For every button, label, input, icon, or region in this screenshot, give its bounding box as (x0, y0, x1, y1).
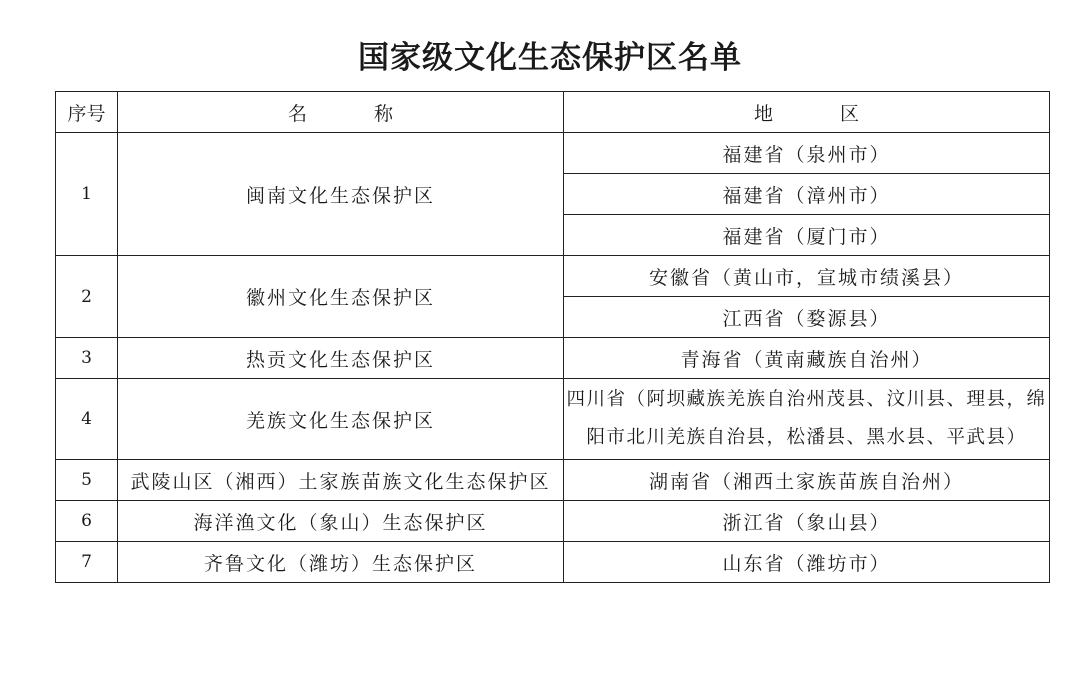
region-cell: 福建省（泉州市） (564, 133, 1050, 174)
region-cell: 福建省（厦门市） (564, 215, 1050, 256)
region-cell: 安徽省（黄山市，宣城市绩溪县） (564, 256, 1050, 297)
table-row (56, 501, 1050, 542)
zone-name: 闽南文化生态保护区 (118, 133, 564, 256)
table-row (56, 338, 1050, 379)
row-number: 1 (56, 133, 118, 256)
column-header-number: 序号 (56, 92, 118, 133)
column-header-name: 名 称 (118, 92, 564, 133)
zone-name: 羌族文化生态保护区 (118, 379, 564, 460)
region-cell: 青海省（黄南藏族自治州） (564, 338, 1050, 379)
row-number: 5 (56, 460, 118, 501)
protection-zone-table (55, 91, 1050, 583)
table-row (56, 133, 1050, 174)
table-header-row (56, 92, 1050, 133)
column-header-region: 地 区 (564, 92, 1050, 133)
region-cell: 江西省（婺源县） (564, 297, 1050, 338)
row-number: 2 (56, 256, 118, 338)
row-number: 4 (56, 379, 118, 460)
table-row (56, 379, 1050, 460)
region-cell: 浙江省（象山县） (564, 501, 1050, 542)
region-cell: 福建省（漳州市） (564, 174, 1050, 215)
table-row (56, 256, 1050, 297)
zone-name: 海洋渔文化（象山）生态保护区 (118, 501, 564, 542)
row-number: 3 (56, 338, 118, 379)
region-cell: 湖南省（湘西土家族苗族自治州） (564, 460, 1050, 501)
row-number: 7 (56, 542, 118, 583)
zone-name: 徽州文化生态保护区 (118, 256, 564, 338)
page-title: 国家级文化生态保护区名单 (358, 40, 742, 76)
table-row (56, 460, 1050, 501)
zone-name: 热贡文化生态保护区 (118, 338, 564, 379)
zone-name: 齐鲁文化（潍坊）生态保护区 (118, 542, 564, 583)
row-number: 6 (56, 501, 118, 542)
region-cell: 四川省（阿坝藏族羌族自治州茂县、汶川县、理县，绵阳市北川羌族自治县，松潘县、黑水县、平武县） (564, 379, 1050, 460)
region-cell: 山东省（潍坊市） (564, 542, 1050, 583)
zone-name: 武陵山区（湘西）土家族苗族文化生态保护区 (118, 460, 564, 501)
table-row (56, 542, 1050, 583)
